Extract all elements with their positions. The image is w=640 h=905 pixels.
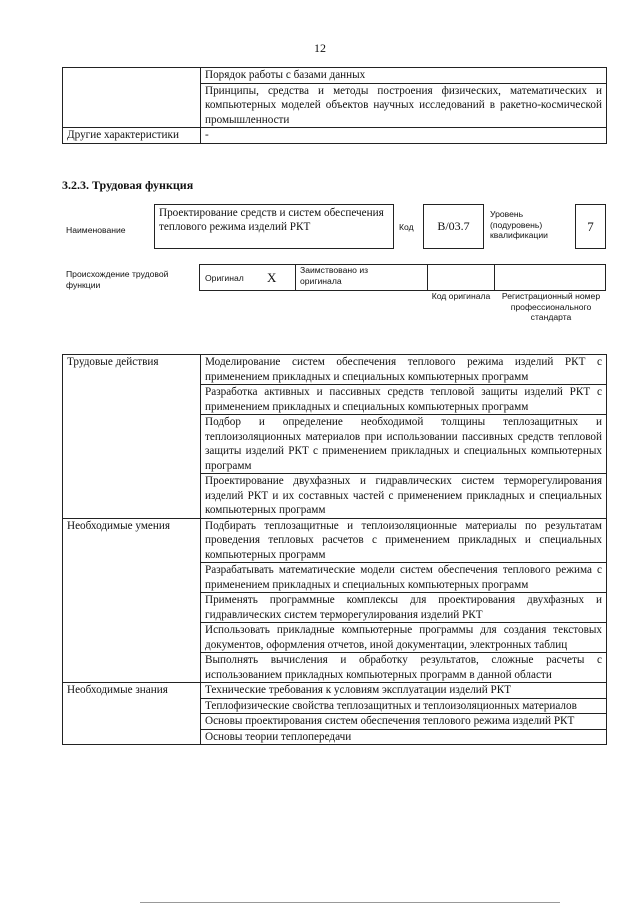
origin-label: Происхождение трудовой функции — [66, 269, 169, 290]
code-label: Код — [399, 222, 414, 232]
table-cell: Моделирование систем обеспечения теплового режима изделий РКТ с применением прикладных и специальных компьютерных программ — [201, 355, 607, 385]
table-cell: Подбор и определение необходимой толщины теплозащитных и теплоизоляционных материалов при использовании пассивных средств тепловой защиты изделий РКТ с применением прикладных и специальных компьютерных программ — [201, 415, 607, 474]
table-row — [63, 355, 607, 385]
table-cell: Порядок работы с базами данных — [201, 68, 607, 84]
original-code-box — [427, 264, 495, 291]
section-title: 3.2.3. Трудовая функция — [62, 178, 194, 192]
registration-caption: Регистрационный номер профессионального стандарта — [501, 291, 601, 322]
table-cell: Выполнять вычисления и обработку результатов, сложные расчеты с использованием прикладных компьютерных программ в данной области — [201, 653, 607, 683]
name-label: Наименование — [66, 225, 126, 235]
table-cell: Теплофизические свойства теплозащитных и теплоизоляционных материалов — [201, 698, 607, 714]
table-row — [63, 683, 607, 699]
table-row — [63, 518, 607, 563]
original-label: Оригинал — [205, 273, 244, 283]
row-label: Трудовые действия — [63, 355, 201, 519]
table-cell: Разрабатывать математические модели систем обеспечения теплового режима с применением прикладных и специальных компьютерных программ — [201, 563, 607, 593]
scan-edge-line — [140, 902, 560, 903]
registration-box — [494, 264, 606, 291]
table-cell: Применять программные комплексы для проектирования двухфазных и гидравлических систем терморегулирования изделий РКТ — [201, 593, 607, 623]
table-cell: Принципы, средства и методы построения физических, математических и компьютерных моделей объектов научных исследований в ракетно-космической промышленности — [201, 83, 607, 128]
level-value: 7 — [575, 204, 606, 249]
top-table — [62, 67, 607, 144]
function-name: Проектирование средств и систем обеспечения теплового режима изделий РКТ — [154, 204, 394, 249]
table-cell: - — [201, 128, 607, 144]
table-cell: Основы теории теплопередачи — [201, 729, 607, 745]
function-code: B/03.7 — [423, 204, 484, 249]
table-row — [63, 128, 607, 144]
row-label: Необходимые умения — [63, 518, 201, 683]
table-cell: Использовать прикладные компьютерные программы для создания текстовых документов, оформления отчетов, иной документации, электронных таблиц — [201, 623, 607, 653]
main-table — [62, 354, 607, 745]
row-label: Необходимые знания — [63, 683, 201, 745]
table-cell: Технические требования к условиям эксплуатации изделий РКТ — [201, 683, 607, 699]
row-label — [63, 68, 201, 128]
page-number: 12 — [314, 41, 326, 55]
original-mark: X — [267, 270, 277, 285]
table-cell: Разработка активных и пассивных средств тепловой защиты изделий РКТ с применением прикладных и специальных компьютерных программ — [201, 385, 607, 415]
code-caption: Код оригинала — [431, 291, 491, 301]
table-cell: Подбирать теплозащитные и теплоизоляционные материалы по результатам проведения тепловых расчетов с применением прикладных и специальных компьютерных программ — [201, 518, 607, 563]
table-cell: Проектирование двухфазных и гидравлических систем терморегулирования изделий РКТ и их составных частей с применением прикладных и специальных компьютерных программ — [201, 474, 607, 519]
row-label: Другие характеристики — [63, 128, 201, 144]
table-cell: Основы проектирования систем обеспечения теплового режима изделий РКТ — [201, 714, 607, 730]
borrowed-label: Заимствовано из оригинала — [300, 265, 369, 286]
level-label: Уровень (подуровень) квалификации — [490, 209, 548, 240]
table-row — [63, 68, 607, 84]
